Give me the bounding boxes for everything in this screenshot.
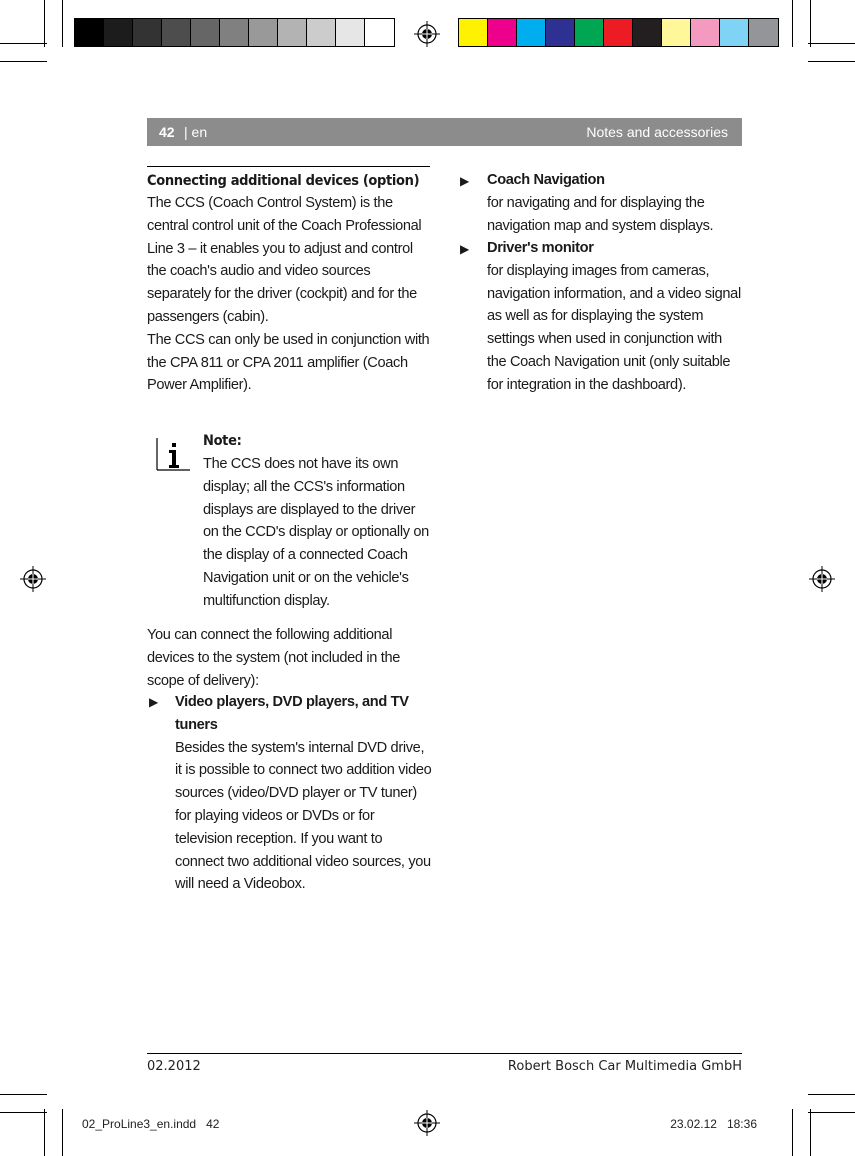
color-swatch bbox=[662, 19, 691, 46]
bullet-text: Besides the system's internal DVD drive, it is possible to connect two addition video sources (video/DVD player or TV tuner) for playing videos or DVDs or for television reception. If you want to connect two additional video sources, you will need a Videobox. bbox=[175, 739, 432, 893]
color-swatch bbox=[720, 19, 749, 46]
bullet-arrow-icon: ▶ bbox=[460, 174, 470, 188]
color-swatch bbox=[691, 19, 720, 46]
bullet-drivers-monitor bbox=[487, 237, 743, 397]
intro-paragraph: The CCS (Coach Control System) is the central control unit of the Coach Professional Line 3 – it enables you to adjust and control the coach's audio and video sources separately for the driver (cockpit) and for the passengers (cabin). bbox=[147, 195, 422, 325]
heading-rule bbox=[147, 166, 430, 167]
amplifier-paragraph: The CCS can only be used in conjunction with the CPA 811 or CPA 2011 amplifier (Coach Power Amplifier). bbox=[147, 331, 430, 394]
registration-mark-icon bbox=[809, 566, 835, 592]
info-icon bbox=[156, 437, 192, 471]
registration-mark-icon bbox=[414, 21, 440, 47]
color-swatch bbox=[104, 19, 133, 46]
bullet-text: for displaying images from cameras, navigation information, and a video signal as well as for displaying the system settings when used in conjunction with the Coach Navigation unit (only suitable for integration in the dashboard). bbox=[487, 262, 741, 393]
devices-paragraph: You can connect the following additional devices to the system (not included in the scope of delivery): bbox=[147, 627, 400, 689]
process-color-bar bbox=[458, 18, 779, 47]
slug-timestamp: 23.02.12 18:36 bbox=[670, 1117, 757, 1131]
color-swatch bbox=[75, 19, 104, 46]
crop-mark bbox=[810, 0, 811, 47]
crop-mark bbox=[808, 43, 855, 44]
color-swatch bbox=[249, 19, 278, 46]
language-label: | en bbox=[184, 124, 208, 140]
page-header bbox=[147, 118, 742, 146]
crop-mark bbox=[0, 1094, 47, 1095]
note-title: Note: bbox=[203, 433, 242, 449]
page-number: 42 bbox=[159, 124, 175, 140]
left-column bbox=[147, 170, 431, 397]
section-heading: Connecting additional devices (option) bbox=[147, 173, 420, 189]
color-swatch bbox=[749, 19, 778, 46]
note-box bbox=[203, 429, 433, 613]
color-swatch bbox=[546, 19, 575, 46]
crop-mark bbox=[0, 43, 47, 44]
bullet-arrow-icon: ▶ bbox=[149, 695, 159, 709]
color-swatch bbox=[604, 19, 633, 46]
section-title: Notes and accessories bbox=[586, 124, 728, 140]
crop-mark bbox=[792, 0, 793, 47]
color-swatch bbox=[191, 19, 220, 46]
color-swatch bbox=[307, 19, 336, 46]
crop-mark bbox=[62, 1109, 63, 1156]
note-text: The CCS does not have its own display; all the CCS's information displays are displayed to the driver on the CCD's display or optionally on the display of a connected Coach Navigation unit or on the vehicle's multifunction display. bbox=[203, 456, 429, 609]
footer-company: Robert Bosch Car Multimedia GmbH bbox=[507, 1059, 742, 1074]
footer-date: 02.2012 bbox=[147, 1059, 201, 1074]
color-swatch bbox=[365, 19, 394, 46]
color-swatch bbox=[459, 19, 488, 46]
color-swatch bbox=[633, 19, 662, 46]
color-swatch bbox=[133, 19, 162, 46]
crop-mark bbox=[0, 1112, 47, 1113]
color-swatch bbox=[220, 19, 249, 46]
registration-mark-icon bbox=[414, 1110, 440, 1136]
crop-mark bbox=[44, 0, 45, 47]
crop-mark bbox=[792, 1109, 793, 1156]
color-swatch bbox=[162, 19, 191, 46]
registration-mark-icon bbox=[20, 566, 46, 592]
color-swatch bbox=[336, 19, 365, 46]
grayscale-color-bar bbox=[74, 18, 395, 47]
crop-mark bbox=[62, 0, 63, 47]
crop-mark bbox=[810, 1109, 811, 1156]
color-swatch bbox=[575, 19, 604, 46]
bullet-arrow-icon: ▶ bbox=[460, 242, 470, 256]
bullet-title: Driver's monitor bbox=[487, 240, 594, 256]
bullet-title: Video players, DVD players, and TV tuners bbox=[175, 694, 409, 733]
crop-mark bbox=[44, 1109, 45, 1156]
crop-mark bbox=[808, 1112, 855, 1113]
slug-filename: 02_ProLine3_en.indd 42 bbox=[82, 1117, 220, 1131]
devices-intro bbox=[147, 624, 407, 692]
crop-mark bbox=[808, 61, 855, 62]
color-swatch bbox=[488, 19, 517, 46]
crop-mark bbox=[808, 1094, 855, 1095]
crop-mark bbox=[0, 61, 47, 62]
bullet-video-players bbox=[175, 691, 433, 896]
color-swatch bbox=[278, 19, 307, 46]
bullet-coach-navigation bbox=[487, 169, 742, 237]
color-swatch bbox=[517, 19, 546, 46]
bullet-text: for navigating and for displaying the navigation map and system displays. bbox=[487, 194, 714, 234]
bullet-title: Coach Navigation bbox=[487, 172, 605, 188]
footer-rule bbox=[147, 1053, 742, 1054]
